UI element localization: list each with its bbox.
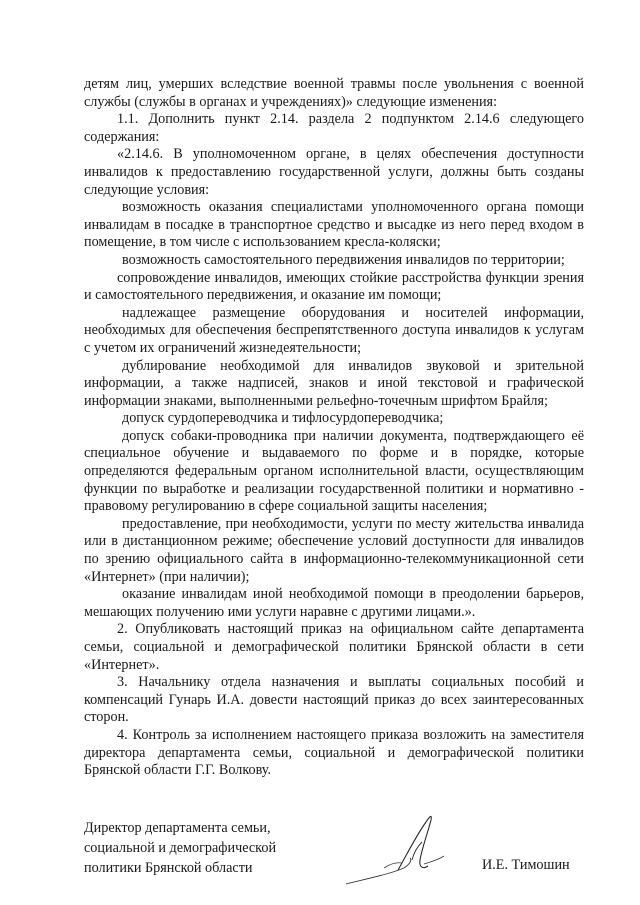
handwritten-signature — [340, 808, 460, 888]
paragraph-intro: детям лиц, умерших вследствие военной травмы после увольнения с военной службы (службы в органах и учреждениях)» следующие изменения: — [84, 76, 584, 110]
condition-independent-movement: возможность самостоятельного передвижения инвалидов по территории; — [122, 251, 565, 268]
paragraph-2-publish: 2. Опубликовать настоящий приказ на официальном сайте департамента семьи, социальной и демографической политики Брянской области в сети «Интернет». — [84, 621, 584, 673]
condition-duplication-braille: дублирование необходимой для инвалидов звуковой и зрительной информации, а также надписей, знаков и иной текстовой и графической информации знаками, выполненными рельефно-точечным шрифтом Брайля; — [84, 357, 584, 409]
paragraph-2-14-6: «2.14.6. В уполномоченном органе, в целях обеспечения доступности инвалидов к предоставлению государственной услуги, должны быть созданы следующие условия: — [84, 146, 584, 198]
signatory-title-line: политики Брянской области — [84, 860, 253, 876]
condition-sign-interpreter: допуск сурдопереводчика и тифлосурдопереводчика; — [122, 410, 444, 427]
condition-remote-service: предоставление, при необходимости, услуги по месту жительства инвалида или в дистанционном режиме; обеспечение условий доступности для инвалидов по зрению официального сайта в информационно-телекоммуникационной сети «Интернет» (при наличии); — [84, 515, 584, 585]
signatory-title — [84, 818, 276, 878]
condition-assistance-boarding: возможность оказания специалистами уполномоченного органа помощи инвалидам в посадке в транспортное средство и высадке из него перед входом в помещение, в том числе с использованием кресла-коляски; — [84, 199, 584, 251]
signatory-title-line: Директор департамента семьи, — [84, 820, 271, 836]
document-body — [84, 76, 584, 780]
paragraph-4-control: 4. Контроль за исполнением настоящего приказа возложить на заместителя директора департамента семьи, социальной и демографической политики Брянской области Г.Г. Волкову. — [84, 726, 584, 779]
condition-equipment-placement: надлежащее размещение оборудования и носителей информации, необходимых для обеспечения беспрепятственного доступа инвалидов к услугам с учетом их ограничений жизнедеятельности; — [84, 304, 584, 356]
paragraph-1-1: 1.1. Дополнить пункт 2.14. раздела 2 подпунктом 2.14.6 следующего содержания: — [84, 111, 584, 145]
condition-escort: сопровождение инвалидов, имеющих стойкие расстройства функции зрения и самостоятельного передвижения, и оказание им помощи; — [84, 269, 584, 304]
signatory-title-line: социальной и демографической — [84, 840, 277, 856]
condition-guide-dog: допуск собаки-проводника при наличии документа, подтверждающего её специальное обучение и выдаваемого по форме и в порядке, которые определяются федеральным органом исполнительной власти, осуществляющим функции по выработке и реализации государственной политики и нормативно - правовому регулированию в сфере социальной защиты населения; — [84, 427, 584, 515]
paragraph-3-notify: 3. Начальнику отдела назначения и выплаты социальных пособий и компенсаций Гунарь И.А. довести настоящий приказ до всех заинтересованных сторон. — [84, 674, 584, 726]
condition-other-assistance: оказание инвалидам иной необходимой помощи в преодолении барьеров, мешающих получению ими услуги наравне с другими лицами.». — [84, 586, 584, 620]
signatory-name: И.Е. Тимошин — [482, 857, 570, 873]
